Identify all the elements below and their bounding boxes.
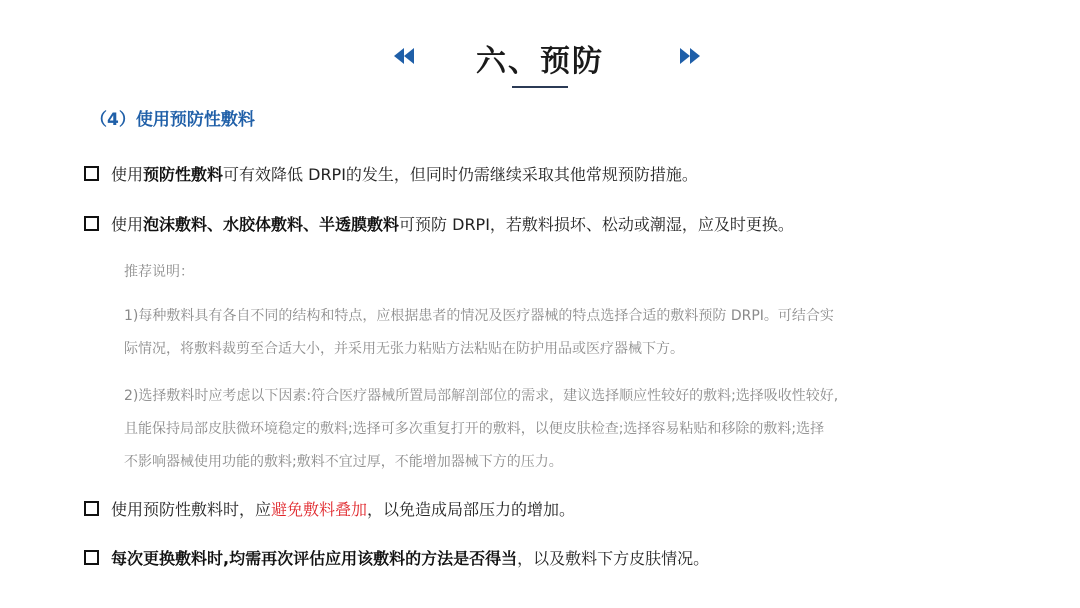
recommendation-note-2: 2)选择敷料时应考虑以下因素:符合医疗器械所置局部解剖部位的需求，建议选择顺应性较好的敷料;选择吸收性较好, 且能保持局部皮肤微环境稳定的敷料;选择可多次重复打开的敷料，以便皮肤检查;选择容易粘贴和移除的敷料;选择 不影响器械使用功能的敷料;敷料不宜过厚，不能增加器械下方的压力。 — [124, 388, 839, 470]
checkbox-icon — [84, 501, 99, 516]
bullet-item-4 — [84, 546, 709, 569]
checkbox-icon — [84, 166, 99, 181]
section-subtitle: （4）使用预防性敷料 — [90, 110, 255, 130]
recommendation-note-1: 1)每种敷料具有各自不同的结构和特点，应根据患者的情况及医疗器械的特点选择合适的敷料预防 DRPI。可结合实 际情况，将敷料裁剪至合适大小，并采用无张力粘贴方法粘贴在防护用品或医疗器械下方。 — [124, 308, 834, 357]
double-chevron-right-icon[interactable] — [679, 48, 701, 64]
checkbox-icon — [84, 216, 99, 231]
bullet-text: 使用泡沫敷料、水胶体敷料、半透膜敷料可预防 DRPI，若敷料损坏、松动或潮湿，应及时更换。 — [111, 215, 794, 234]
bullet-text: 使用预防性敷料可有效降低 DRPI的发生，但同时仍需继续采取其他常规预防措施。 — [111, 165, 698, 184]
page-title: 六、预防 — [476, 44, 604, 79]
bullet-item-2 — [84, 212, 794, 235]
bullet-text: 每次更换敷料时,均需再次评估应用该敷料的方法是否得当，以及敷料下方皮肤情况。 — [111, 549, 710, 568]
bullet-item-1 — [84, 162, 698, 185]
bullet-text: 使用预防性敷料时，应避免敷料叠加，以免造成局部压力的增加。 — [111, 500, 576, 519]
title-underline — [512, 86, 568, 88]
bullet-item-3 — [84, 497, 575, 520]
checkbox-icon — [84, 550, 99, 565]
recommendation-label: 推荐说明： — [124, 264, 194, 280]
slide-header — [0, 34, 1080, 94]
